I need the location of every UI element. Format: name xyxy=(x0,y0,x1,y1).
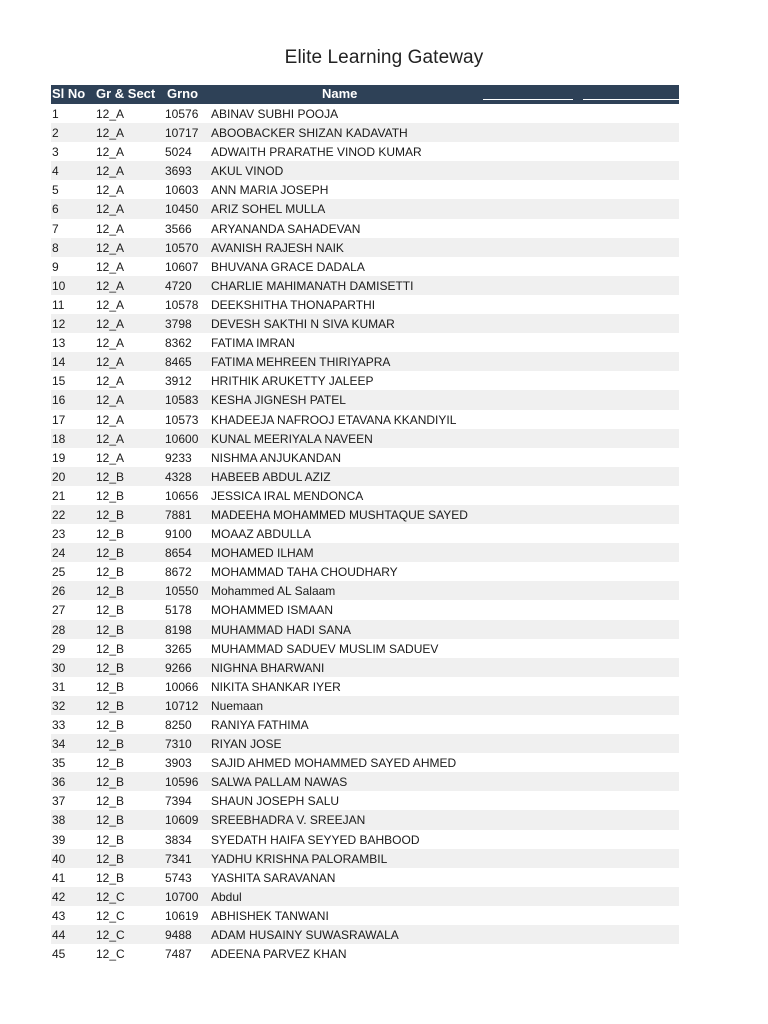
table-row xyxy=(51,199,679,218)
row-gr-sect: 12_B xyxy=(96,603,125,618)
row-grno: 10619 xyxy=(165,908,199,923)
row-gr-sect: 12_B xyxy=(96,641,125,656)
table-row xyxy=(51,524,679,543)
row-grno: 10570 xyxy=(165,240,199,255)
row-grno: 10717 xyxy=(165,126,199,141)
table-row xyxy=(51,410,679,429)
row-grno: 10583 xyxy=(165,393,199,408)
row-grno: 7394 xyxy=(165,794,192,809)
row-gr-sect: 12_A xyxy=(96,221,125,236)
row-grno: 10600 xyxy=(165,431,199,446)
table-row xyxy=(51,161,679,180)
row-grno: 8654 xyxy=(165,546,192,561)
row-name: DEVESH SAKTHI N SIVA KUMAR xyxy=(211,317,395,332)
row-gr-sect: 12_C xyxy=(96,889,125,904)
row-gr-sect: 12_A xyxy=(96,145,125,160)
page-title: Elite Learning Gateway xyxy=(284,47,484,68)
row-name: FATIMA IMRAN xyxy=(211,336,295,351)
row-gr-sect: 12_A xyxy=(96,126,125,141)
row-sl-no: 7 xyxy=(52,221,59,236)
table-row xyxy=(51,505,679,524)
row-gr-sect: 12_B xyxy=(96,565,125,580)
row-sl-no: 16 xyxy=(52,393,66,408)
row-gr-sect: 12_A xyxy=(96,183,125,198)
row-sl-no: 26 xyxy=(52,584,66,599)
row-grno: 3912 xyxy=(165,374,192,389)
row-name: SHAUN JOSEPH SALU xyxy=(211,794,340,809)
row-gr-sect: 12_B xyxy=(96,718,125,732)
row-sl-no: 4 xyxy=(52,164,59,179)
row-sl-no: 15 xyxy=(52,374,66,389)
table-row xyxy=(51,429,679,448)
row-name: ARYANANDA SAHADEVAN xyxy=(211,221,361,236)
table-row xyxy=(51,791,679,810)
row-grno: 7487 xyxy=(165,947,192,962)
table-row xyxy=(51,276,679,295)
row-grno: 10656 xyxy=(165,488,199,503)
table-header-row xyxy=(51,85,679,104)
row-sl-no: 14 xyxy=(52,355,66,370)
row-gr-sect: 12_A xyxy=(96,297,125,312)
row-gr-sect: 12_B xyxy=(96,527,125,542)
row-sl-no: 28 xyxy=(52,622,66,637)
row-sl-no: 43 xyxy=(52,908,66,923)
table-row xyxy=(51,333,679,352)
row-name: ABINAV SUBHI POOJA xyxy=(211,107,339,121)
row-sl-no: 42 xyxy=(52,889,66,904)
row-gr-sect: 12_A xyxy=(96,412,125,427)
row-sl-no: 41 xyxy=(52,870,66,885)
row-name: KESHA JIGNESH PATEL xyxy=(211,393,346,408)
row-gr-sect: 12_B xyxy=(96,546,125,561)
table-row xyxy=(51,390,679,409)
row-sl-no: 24 xyxy=(52,546,66,561)
row-name: SALWA PALLAM NAWAS xyxy=(211,775,348,790)
row-grno: 9488 xyxy=(165,928,192,943)
table-row xyxy=(51,581,679,600)
row-gr-sect: 12_A xyxy=(96,164,125,179)
row-grno: 4720 xyxy=(165,278,192,293)
table-row xyxy=(51,925,679,944)
row-name: NISHMA ANJUKANDAN xyxy=(211,450,342,465)
row-grno: 8250 xyxy=(165,718,192,732)
table-row xyxy=(51,906,679,925)
row-sl-no: 6 xyxy=(52,202,59,217)
table-row xyxy=(51,772,679,791)
row-gr-sect: 12_A xyxy=(96,431,125,446)
row-gr-sect: 12_B xyxy=(96,488,125,503)
row-name: RIYAN JOSE xyxy=(211,737,282,752)
column-header-blank-1 xyxy=(483,98,573,100)
student-roster-table xyxy=(51,85,679,963)
row-sl-no: 20 xyxy=(52,469,66,484)
row-grno: 8198 xyxy=(165,622,192,637)
row-gr-sect: 12_A xyxy=(96,278,125,293)
row-name: MUHAMMAD SADUEV MUSLIM SADUEV xyxy=(211,641,439,656)
row-gr-sect: 12_B xyxy=(96,813,125,828)
row-grno: 8672 xyxy=(165,565,192,580)
row-name: ABOOBACKER SHIZAN KADAVATH xyxy=(211,126,408,141)
row-grno: 10609 xyxy=(165,813,199,828)
row-gr-sect: 12_B xyxy=(96,660,125,675)
row-grno: 5178 xyxy=(165,603,192,618)
row-name: JESSICA IRAL MENDONCA xyxy=(211,488,364,503)
row-name: RANIYA FATHIMA xyxy=(211,718,309,732)
row-sl-no: 35 xyxy=(52,756,66,771)
row-name: HABEEB ABDUL AZIZ xyxy=(211,469,331,484)
row-gr-sect: 12_B xyxy=(96,679,125,694)
row-sl-no: 2 xyxy=(52,126,59,141)
row-gr-sect: 12_B xyxy=(96,870,125,885)
table-row xyxy=(51,467,679,486)
row-gr-sect: 12_A xyxy=(96,450,125,465)
row-gr-sect: 12_C xyxy=(96,928,125,943)
row-name: FATIMA MEHREEN THIRIYAPRA xyxy=(211,355,391,370)
row-sl-no: 31 xyxy=(52,679,66,694)
row-name: NIGHNA BHARWANI xyxy=(211,660,325,675)
row-name: HRITHIK ARUKETTY JALEEP xyxy=(211,374,374,389)
row-sl-no: 33 xyxy=(52,718,66,732)
row-gr-sect: 12_B xyxy=(96,507,125,522)
table-row xyxy=(51,600,679,619)
row-grno: 10607 xyxy=(165,259,199,274)
row-name: KHADEEJA NAFROOJ ETAVANA KKANDIYIL xyxy=(211,412,457,427)
row-grno: 3693 xyxy=(165,164,192,179)
table-row xyxy=(51,944,679,963)
table-row xyxy=(51,868,679,887)
row-sl-no: 3 xyxy=(52,145,59,160)
row-grno: 9233 xyxy=(165,450,192,465)
row-grno: 10712 xyxy=(165,698,199,713)
row-gr-sect: 12_B xyxy=(96,756,125,771)
row-sl-no: 37 xyxy=(52,794,66,809)
row-name: Nuemaan xyxy=(211,698,264,713)
column-header-grno: Grno xyxy=(167,86,199,101)
table-row xyxy=(51,219,679,238)
table-row xyxy=(51,658,679,677)
row-sl-no: 12 xyxy=(52,317,66,332)
row-gr-sect: 12_B xyxy=(96,775,125,790)
table-row xyxy=(51,639,679,658)
table-row xyxy=(51,849,679,868)
row-sl-no: 38 xyxy=(52,813,66,828)
row-name: MOAAZ ABDULLA xyxy=(211,527,312,542)
row-gr-sect: 12_A xyxy=(96,259,125,274)
row-name: ABHISHEK TANWANI xyxy=(211,908,329,923)
row-grno: 3798 xyxy=(165,317,192,332)
table-row xyxy=(51,123,679,142)
row-grno: 5743 xyxy=(165,870,192,885)
table-row xyxy=(51,830,679,849)
row-gr-sect: 12_A xyxy=(96,355,125,370)
row-grno: 10578 xyxy=(165,297,199,312)
table-row xyxy=(51,696,679,715)
row-sl-no: 23 xyxy=(52,527,66,542)
row-gr-sect: 12_B xyxy=(96,622,125,637)
row-name: CHARLIE MAHIMANATH DAMISETTI xyxy=(211,278,414,293)
row-gr-sect: 12_B xyxy=(96,851,125,866)
row-name: DEEKSHITHA THONAPARTHI xyxy=(211,297,376,312)
row-sl-no: 39 xyxy=(52,832,66,847)
row-grno: 10700 xyxy=(165,889,199,904)
row-grno: 7341 xyxy=(165,851,192,866)
table-row xyxy=(51,314,679,333)
row-sl-no: 29 xyxy=(52,641,66,656)
row-gr-sect: 12_B xyxy=(96,794,125,809)
row-name: YADHU KRISHNA PALORAMBIL xyxy=(211,851,388,866)
row-name: BHUVANA GRACE DADALA xyxy=(211,259,365,274)
row-gr-sect: 12_B xyxy=(96,832,125,847)
row-name: KUNAL MEERIYALA NAVEEN xyxy=(211,431,373,446)
row-gr-sect: 12_A xyxy=(96,336,125,351)
row-grno: 3265 xyxy=(165,641,192,656)
row-sl-no: 13 xyxy=(52,336,66,351)
row-sl-no: 1 xyxy=(52,107,59,121)
table-row xyxy=(51,257,679,276)
row-grno: 7310 xyxy=(165,737,192,752)
row-sl-no: 5 xyxy=(52,183,59,198)
table-row xyxy=(51,810,679,829)
row-grno: 9100 xyxy=(165,527,192,542)
row-name: Mohammed AL Salaam xyxy=(211,584,336,599)
row-grno: 10573 xyxy=(165,412,199,427)
row-grno: 3566 xyxy=(165,221,192,236)
row-gr-sect: 12_A xyxy=(96,317,125,332)
table-body xyxy=(51,104,679,963)
column-header-name: Name xyxy=(322,86,358,101)
table-row xyxy=(51,352,679,371)
table-row xyxy=(51,753,679,772)
row-gr-sect: 12_A xyxy=(96,107,125,121)
row-gr-sect: 12_C xyxy=(96,908,125,923)
row-sl-no: 40 xyxy=(52,851,66,866)
table-row xyxy=(51,543,679,562)
row-name: ANN MARIA JOSEPH xyxy=(211,183,329,198)
table-row xyxy=(51,295,679,314)
row-gr-sect: 12_B xyxy=(96,698,125,713)
row-gr-sect: 12_B xyxy=(96,469,125,484)
row-name: AKUL VINOD xyxy=(211,164,284,179)
row-name: Abdul xyxy=(211,889,242,904)
row-gr-sect: 12_A xyxy=(96,202,125,217)
row-gr-sect: 12_A xyxy=(96,240,125,255)
row-grno: 7881 xyxy=(165,507,192,522)
table-row xyxy=(51,562,679,581)
row-sl-no: 32 xyxy=(52,698,66,713)
column-header-sl-no: Sl No xyxy=(52,86,86,101)
row-gr-sect: 12_C xyxy=(96,947,125,962)
row-name: ARIZ SOHEL MULLA xyxy=(211,202,326,217)
row-sl-no: 9 xyxy=(52,259,59,274)
row-gr-sect: 12_B xyxy=(96,584,125,599)
row-sl-no: 21 xyxy=(52,488,66,503)
row-sl-no: 25 xyxy=(52,565,66,580)
row-gr-sect: 12_A xyxy=(96,393,125,408)
row-name: SAJID AHMED MOHAMMED SAYED AHMED xyxy=(211,756,457,771)
row-grno: 9266 xyxy=(165,660,192,675)
row-grno: 5024 xyxy=(165,145,192,160)
row-grno: 8362 xyxy=(165,336,192,351)
row-name: NIKITA SHANKAR IYER xyxy=(211,679,341,694)
table-row xyxy=(51,715,679,734)
table-row xyxy=(51,180,679,199)
table-row xyxy=(51,238,679,257)
row-sl-no: 34 xyxy=(52,737,66,752)
row-name: ADWAITH PRARATHE VINOD KUMAR xyxy=(211,145,422,160)
row-sl-no: 30 xyxy=(52,660,66,675)
table-row xyxy=(51,142,679,161)
row-name: MADEEHA MOHAMMED MUSHTAQUE SAYED xyxy=(211,507,468,522)
row-sl-no: 10 xyxy=(52,278,66,293)
table-row xyxy=(51,486,679,505)
table-row xyxy=(51,448,679,467)
row-grno: 4328 xyxy=(165,469,192,484)
row-sl-no: 11 xyxy=(52,297,65,312)
row-name: YASHITA SARAVANAN xyxy=(211,870,336,885)
row-name: MOHAMED ILHAM xyxy=(211,546,314,561)
row-sl-no: 18 xyxy=(52,431,66,446)
row-sl-no: 45 xyxy=(52,947,66,962)
row-grno: 10576 xyxy=(165,107,199,121)
row-grno: 10603 xyxy=(165,183,199,198)
table-row xyxy=(51,620,679,639)
row-sl-no: 19 xyxy=(52,450,66,465)
table-row xyxy=(51,677,679,696)
row-sl-no: 22 xyxy=(52,507,66,522)
row-grno: 10450 xyxy=(165,202,199,217)
column-header-gr-sect: Gr & Sect xyxy=(96,86,156,101)
row-name: AVANISH RAJESH NAIK xyxy=(211,240,344,255)
row-sl-no: 17 xyxy=(52,412,66,427)
row-name: MOHAMMED ISMAAN xyxy=(211,603,334,618)
column-header-blank-2 xyxy=(583,98,679,100)
row-gr-sect: 12_A xyxy=(96,374,125,389)
table-row xyxy=(51,887,679,906)
row-sl-no: 36 xyxy=(52,775,66,790)
row-name: ADAM HUSAINY SUWASRAWALA xyxy=(211,928,399,943)
row-name: MUHAMMAD HADI SANA xyxy=(211,622,352,637)
row-sl-no: 44 xyxy=(52,928,66,943)
row-grno: 10550 xyxy=(165,584,199,599)
row-grno: 10596 xyxy=(165,775,199,790)
row-name: MOHAMMAD TAHA CHOUDHARY xyxy=(211,565,398,580)
table-row xyxy=(51,371,679,390)
row-gr-sect: 12_B xyxy=(96,737,125,752)
row-name: SYEDATH HAIFA SEYYED BAHBOOD xyxy=(211,832,420,847)
row-grno: 8465 xyxy=(165,355,192,370)
row-name: SREEBHADRA V. SREEJAN xyxy=(211,813,366,828)
row-grno: 3903 xyxy=(165,756,192,771)
row-grno: 3834 xyxy=(165,832,192,847)
row-grno: 10066 xyxy=(165,679,199,694)
row-sl-no: 8 xyxy=(52,240,59,255)
table-row xyxy=(51,734,679,753)
table-row xyxy=(51,104,679,123)
row-name: ADEENA PARVEZ KHAN xyxy=(211,947,347,962)
row-sl-no: 27 xyxy=(52,603,66,618)
